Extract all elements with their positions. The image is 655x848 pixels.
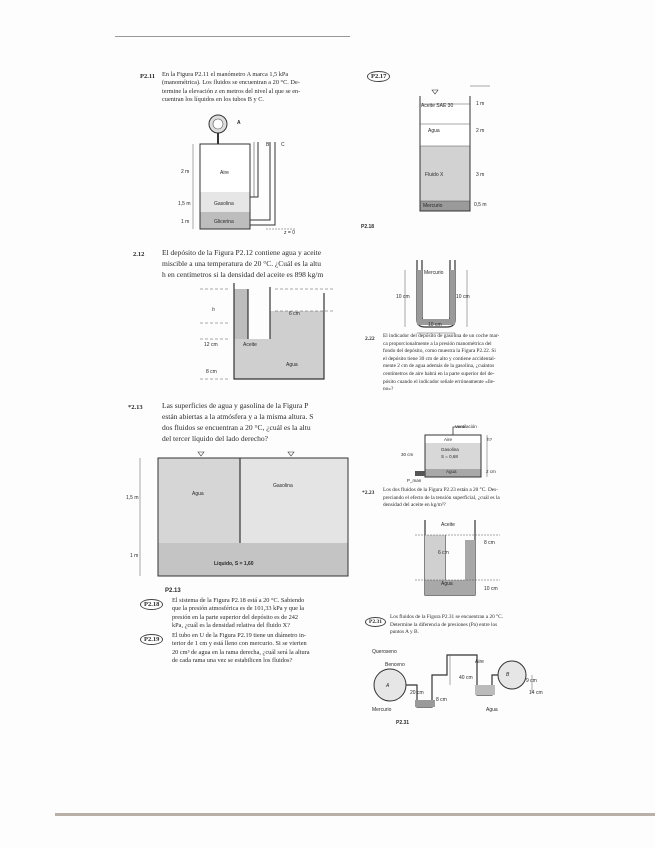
problem-number: P2.11 <box>140 73 155 80</box>
dim-label: 1 m <box>181 219 190 225</box>
text-line: El depósito de la Figura P2.12 contiene agua y aceite <box>162 248 322 257</box>
figure-p2-12 <box>200 283 340 388</box>
problem-text <box>162 247 352 280</box>
water-label: Agua <box>428 128 440 134</box>
problem-number: 2.12 <box>133 251 145 258</box>
dim-label: 20 cm <box>410 690 424 696</box>
figure-caption: P2.18 <box>361 224 375 230</box>
text-line: el depósito tiene 30 cm de alto y contiene accidental- <box>383 355 496 362</box>
dim-label: 40 cm <box>459 675 473 681</box>
dim-label: 12 cm <box>204 342 218 348</box>
problem-number: P2.18 <box>140 599 163 610</box>
air-label: Aire <box>220 170 229 176</box>
water-label: Agua <box>486 707 498 713</box>
figure-p2-11 <box>178 112 328 237</box>
problem-text <box>172 632 357 665</box>
oil-label: Aceite <box>441 522 455 528</box>
gasoline-label: Gasolina <box>214 201 234 207</box>
text-line: Los dos fluidos de la Figura P2.23 están a 20 °C. Des- <box>383 487 498 493</box>
text-line: Los fluidos de la Figura P2.31 se encuentran a 20 °C. <box>390 614 504 620</box>
dim-label: 8 cm <box>484 540 495 546</box>
text-line: Determine la diferencia de presiones (Pa) entre los <box>390 621 498 628</box>
problem-text <box>390 614 570 637</box>
text-line: puntos A y B. <box>390 629 419 636</box>
dim-label: 1 m <box>476 101 485 107</box>
text-line: centímetros de aire habrá en la parte superior del de- <box>383 370 495 377</box>
problem-text <box>383 333 563 394</box>
text-line: presión en la parte superior del depósito es de 242 <box>172 613 299 621</box>
text-line: (manométrica). Los fluidos se encuentran a 20 °C. De- <box>162 79 300 87</box>
dim-label: 14 cm <box>529 690 543 696</box>
liquid-label: Líquido, S = 1,60 <box>214 561 254 567</box>
text-line: densidad del aceite en kg/m³? <box>383 502 446 509</box>
dim-label: 9 cm <box>526 678 537 684</box>
fluid-x-label: Fluido X <box>425 172 444 178</box>
text-line: El tubo en U de la Figura P2.19 tiene un diámetro in- <box>172 632 306 639</box>
problem-number: 2.22 <box>365 336 375 342</box>
problem-number: P2.31 <box>365 617 386 627</box>
text-line: mente 2 cm de agua además de la gasolina, ¿cuántos <box>383 363 495 370</box>
vent-label: Ventilación <box>455 424 477 429</box>
text-line: del tercer líquido del lado derecho? <box>162 434 268 443</box>
tube-b-label: B <box>266 142 270 148</box>
kerosene-label: Queroseno <box>372 649 397 655</box>
tube-c-label: C <box>281 142 285 148</box>
figure-caption: P2.31 <box>396 720 410 726</box>
water-label: Agua <box>192 491 204 497</box>
text-line: preciando el efecto de la tensión superficial, ¿cuál es la <box>383 494 500 501</box>
oil-label: Aceite SAE 30 <box>421 103 454 109</box>
problem-text <box>162 400 352 444</box>
problem-number: P2.17 <box>367 71 390 82</box>
text-line: están abiertas a la atmósfera y a la misma altura. S <box>162 412 314 421</box>
air-label: Aire <box>475 659 484 665</box>
bottom-edge <box>55 813 655 816</box>
text-line: h en centímetros si la densidad del aceite es 898 kg/m <box>162 270 324 279</box>
text-line: El indicador del depósito de gasolina de un coche mar- <box>383 333 500 339</box>
text-line: En la Figura P2.11 el manómetro A marca 1,5 kPa <box>162 71 289 78</box>
text-line: El sistema de la Figura P2.18 está a 20 °C. Sabiendo <box>172 597 305 604</box>
text-line: terior de 1 cm y está lleno con mercurio. Si se vierten <box>172 640 307 648</box>
text-line: termine la elevación z en metros del nivel al que se en- <box>162 87 301 95</box>
gasoline-label: Gasolina <box>273 483 293 489</box>
dim-label: 2 cm <box>486 469 496 474</box>
dim-label: 10 cm <box>428 322 442 328</box>
dim-label: 1 m <box>130 553 139 559</box>
mercury-label: Mercurio <box>372 707 392 713</box>
text-line: dos fluidos se encuentran a 20 °C, ¿cuál es la altu <box>162 423 311 432</box>
dim-label: 6 cm <box>438 550 449 556</box>
dim-label: 2 m <box>181 169 190 175</box>
benzene-label: Benceno <box>385 662 405 668</box>
h-label: h? <box>487 437 493 442</box>
water-label: Agua <box>286 362 298 368</box>
text-line: que la presión atmosférica es de 101,33 kPa y que la <box>172 605 305 613</box>
air-label: Aire <box>444 437 453 442</box>
water-label: Agua <box>446 469 457 474</box>
text-line: de cada rama una vez se estabilicen los fluidos? <box>172 656 293 664</box>
text-line: miscible a una temperatura de 20 °C. ¿Cuál es la altu <box>162 259 321 268</box>
glycerin-label: Glicerina <box>214 219 234 225</box>
point-a-label: A <box>386 683 390 689</box>
dim-label: 10 cm <box>484 586 498 592</box>
problem-number: P2.19 <box>140 634 163 645</box>
text-line: pósito cuando el indicador señale erróneamente «lle- <box>383 378 495 385</box>
water-label: Agua <box>441 581 453 587</box>
mercury-label: Mercurio <box>423 203 443 209</box>
oil-label: Aceite <box>243 342 257 348</box>
dim-label: 2 m <box>476 128 485 134</box>
gasoline-label: Gasolina <box>441 447 459 452</box>
text-line: Las superficies de agua y gasolina de la Figura P <box>162 401 309 410</box>
pman-label: P_man <box>407 478 422 483</box>
dim-label: 0,5 m <box>474 202 487 208</box>
figure-caption: P2.13 <box>165 588 181 594</box>
problem-text <box>383 487 563 510</box>
text-line: 20 cm³ de agua en la rama derecha, ¿cuál será la altura <box>172 648 310 656</box>
text-line: kPa, ¿cuál es la densidad relativa del fluido X? <box>172 621 291 629</box>
mercury-label: Mercurio <box>424 270 444 276</box>
gauge-label: A <box>237 120 241 126</box>
dim-label: 8 cm <box>436 697 447 703</box>
point-b-label: B <box>506 672 510 678</box>
dim-label: 8 cm <box>206 369 217 375</box>
text-line: cuentran los líquidos en los tubos B y C. <box>162 95 264 103</box>
dim-label: 1,5 m <box>178 201 191 207</box>
dim-label: 10 cm <box>396 294 410 300</box>
text-line: no»? <box>383 386 394 393</box>
text-line: ca proporcionalmente a la presión manométrica del <box>383 340 492 347</box>
dim-label: 3 m <box>476 172 485 178</box>
dim-label: 1,5 m <box>126 495 139 501</box>
s-label: S = 0,68 <box>441 454 458 459</box>
problem-number: *2.13 <box>128 404 143 411</box>
top-rule <box>115 36 350 37</box>
problem-text <box>172 597 357 630</box>
problem-number: *2.23 <box>362 490 375 496</box>
dim-label: 30 cm <box>401 452 414 457</box>
h-label: h <box>212 307 215 313</box>
problem-text <box>162 71 352 104</box>
text-line: fondo del depósito, como muestra la Figura P2.22. Si <box>383 348 496 355</box>
dim-label: 6 cm <box>289 311 300 317</box>
z-zero-label: z = 0 <box>284 230 295 236</box>
dim-label: 10 cm <box>456 294 470 300</box>
